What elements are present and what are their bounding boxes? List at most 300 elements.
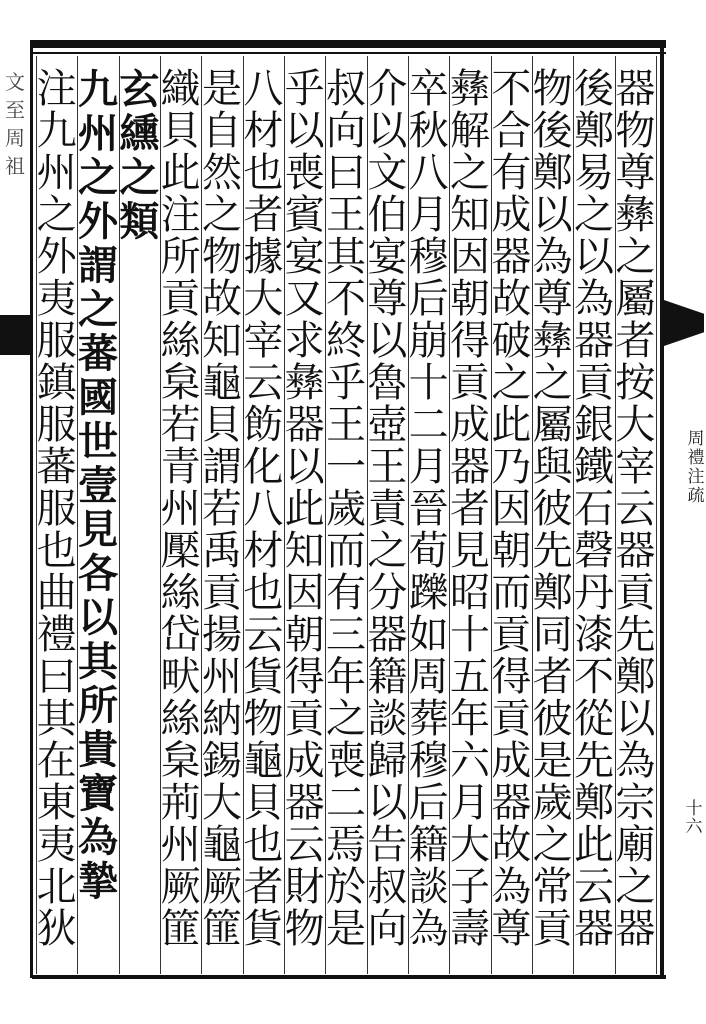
column-char: 畎	[160, 654, 201, 700]
column-char: 以	[367, 318, 408, 364]
column-char: 也	[243, 822, 284, 868]
text-column	[613, 68, 657, 950]
column-char: 告	[367, 822, 408, 868]
column-char: 貢	[160, 276, 201, 322]
column-char: 貝	[202, 402, 242, 448]
column-char: 荊	[160, 780, 201, 826]
bleed-fish-tail-mark	[0, 315, 30, 355]
column-char: 一	[326, 444, 366, 490]
margin-page-char: 六	[685, 817, 703, 837]
column-char: 崩	[408, 318, 449, 364]
column-char: 絲	[160, 696, 201, 742]
fish-tail-mark	[664, 300, 704, 346]
column-char: 絲	[160, 570, 201, 616]
column-char: 年	[326, 654, 366, 700]
column-char: 見	[78, 506, 118, 553]
column-char: 得	[284, 654, 325, 700]
column-char: 后	[408, 780, 449, 826]
column-char: 籍	[408, 822, 449, 868]
column-char: 龜	[243, 738, 284, 784]
column-char: 知	[202, 318, 242, 364]
column-char: 篚	[202, 906, 242, 952]
text-column	[117, 68, 161, 244]
column-char: 宴	[367, 234, 408, 280]
text-column	[365, 68, 409, 950]
column-char: 尊	[367, 276, 408, 322]
column-char: 化	[243, 444, 284, 490]
column-char: 為	[491, 864, 532, 910]
column-char: 謂	[202, 444, 242, 490]
margin-page-char: 十	[685, 799, 703, 819]
column-char: 穆	[408, 234, 449, 280]
column-char: 之	[615, 234, 656, 280]
column-char: 枲	[160, 360, 201, 406]
column-char: 注	[160, 192, 201, 238]
column-char: 云	[243, 360, 284, 406]
column-char: 月	[450, 780, 490, 826]
column-char: 物	[284, 906, 325, 952]
column-char: 大	[202, 780, 242, 826]
column-char: 彼	[532, 486, 573, 532]
column-char: 飭	[243, 402, 284, 448]
column-char: 云	[284, 822, 325, 868]
column-char: 屬	[532, 402, 573, 448]
column-char: 介	[367, 66, 408, 112]
column-char: 歲	[532, 780, 573, 826]
column-char: 廟	[615, 822, 656, 868]
column-char: 器	[284, 780, 325, 826]
column-char: 器	[574, 906, 614, 952]
column-char: 材	[243, 108, 284, 154]
column-char: 叔	[367, 864, 408, 910]
column-char: 器	[574, 318, 614, 364]
column-char: 然	[202, 150, 242, 196]
column-char: 昭	[450, 570, 490, 616]
column-char: 器	[367, 612, 408, 658]
column-char: 朝	[284, 612, 325, 658]
column-char: 年	[450, 696, 490, 742]
column-char: 為	[574, 276, 614, 322]
column-char: 以	[532, 192, 573, 238]
column-char: 若	[160, 402, 201, 448]
column-char: 二	[326, 780, 366, 826]
column-char: 為	[408, 906, 449, 952]
column-char: 為	[78, 814, 118, 861]
column-char: 彝	[615, 192, 656, 238]
column-char: 之	[532, 822, 573, 868]
column-char: 纁	[119, 110, 160, 157]
column-char: 者	[450, 486, 490, 532]
column-char: 文	[367, 150, 408, 196]
column-char: 東	[36, 780, 77, 826]
column-char: 是	[202, 66, 242, 112]
column-char: 納	[202, 696, 242, 742]
column-char: 為	[532, 234, 573, 280]
column-char: 器	[491, 234, 532, 280]
text-column	[35, 68, 79, 950]
column-char: 外	[36, 234, 77, 280]
column-char: 月	[408, 192, 449, 238]
column-char: 厥	[202, 864, 242, 910]
column-char: 貢	[284, 696, 325, 742]
column-char: 大	[243, 276, 284, 322]
column-char: 所	[160, 234, 201, 280]
column-char: 在	[36, 738, 77, 784]
text-column	[407, 68, 451, 950]
column-char: 按	[615, 360, 656, 406]
column-char: 貢	[574, 360, 614, 406]
column-char: 貢	[202, 570, 242, 616]
column-char: 喪	[284, 150, 325, 196]
column-char: 後	[532, 108, 573, 154]
column-char: 以	[615, 696, 656, 742]
column-char: 類	[119, 198, 160, 245]
column-char: 尊	[532, 276, 573, 322]
column-char: 服	[36, 402, 77, 448]
column-char: 三	[326, 612, 366, 658]
column-char: 卒	[408, 66, 449, 112]
column-char: 得	[491, 654, 532, 700]
column-char: 躒	[408, 570, 449, 616]
column-char: 之	[367, 528, 408, 574]
column-char: 王	[326, 192, 366, 238]
column-char: 夷	[36, 276, 77, 322]
column-char: 之	[202, 192, 242, 238]
text-column	[241, 68, 285, 950]
text-column	[489, 68, 533, 950]
column-char: 磬	[574, 528, 614, 574]
column-char: 因	[491, 486, 532, 532]
column-char: 此	[160, 150, 201, 196]
bottom-border	[32, 975, 666, 979]
column-char: 以	[367, 108, 408, 154]
column-char: 器	[284, 402, 325, 448]
column-char: 之	[119, 154, 160, 201]
column-char: 之	[491, 360, 532, 406]
column-char: 故	[202, 276, 242, 322]
column-char: 者	[243, 864, 284, 910]
column-char: 物	[243, 696, 284, 742]
column-char: 荀	[408, 528, 449, 574]
column-char: 伯	[367, 192, 408, 238]
text-column	[159, 68, 203, 950]
column-char: 財	[284, 864, 325, 910]
column-char: 九	[78, 66, 118, 113]
column-char: 其	[326, 234, 366, 280]
column-char: 玄	[119, 66, 160, 113]
bleed-char: 至	[5, 98, 25, 122]
column-char: 曲	[36, 570, 77, 616]
column-char: 外	[78, 198, 118, 245]
column-char: 大	[450, 822, 490, 868]
column-char: 責	[367, 486, 408, 532]
column-char: 乃	[491, 444, 532, 490]
column-char: 禹	[202, 528, 242, 574]
column-char: 此	[574, 822, 614, 868]
column-char: 不	[491, 66, 532, 112]
column-char: 織	[160, 66, 201, 112]
text-column	[531, 68, 575, 950]
column-char: 貢	[491, 612, 532, 658]
column-char: 貢	[450, 360, 490, 406]
column-char: 國	[78, 374, 118, 421]
column-char: 二	[408, 402, 449, 448]
column-char: 十	[408, 360, 449, 406]
column-char: 與	[532, 444, 573, 490]
column-char: 談	[408, 864, 449, 910]
column-char: 州	[160, 822, 201, 868]
column-char: 揚	[202, 612, 242, 658]
column-char: 狄	[36, 906, 77, 952]
column-char: 若	[202, 486, 242, 532]
column-char: 州	[36, 150, 77, 196]
text-column	[448, 68, 492, 950]
text-column	[572, 68, 616, 950]
column-char: 歸	[367, 738, 408, 784]
column-char: 歲	[326, 486, 366, 532]
column-char: 寶	[78, 770, 118, 817]
column-char: 貢	[615, 570, 656, 616]
column-char: 者	[532, 654, 573, 700]
column-char: 之	[574, 192, 614, 238]
column-char: 其	[78, 638, 118, 685]
column-char: 八	[408, 150, 449, 196]
column-char: 成	[491, 738, 532, 784]
left-border	[30, 40, 33, 978]
column-char: 岱	[160, 612, 201, 658]
column-char: 朝	[450, 276, 490, 322]
column-char: 物	[532, 66, 573, 112]
column-char: 云	[243, 612, 284, 658]
margin-title-char: 疏	[687, 486, 705, 506]
column-char: 彝	[284, 360, 325, 406]
column-char: 物	[202, 234, 242, 280]
column-char: 先	[532, 528, 573, 574]
column-char: 易	[574, 150, 614, 196]
column-char: 不	[574, 654, 614, 700]
column-char: 魯	[367, 360, 408, 406]
column-char: 貨	[243, 906, 284, 952]
column-char: 王	[326, 402, 366, 448]
margin-book-title	[674, 430, 706, 506]
column-char: 八	[243, 66, 284, 112]
column-char: 知	[284, 528, 325, 574]
column-char: 求	[284, 318, 325, 364]
column-char: 九	[36, 108, 77, 154]
column-char: 籍	[367, 654, 408, 700]
column-char: 後	[574, 66, 614, 112]
column-char: 以	[574, 234, 614, 280]
column-char: 宗	[615, 780, 656, 826]
column-char: 尊	[491, 906, 532, 952]
column-char: 篚	[160, 906, 201, 952]
column-char: 枲	[160, 738, 201, 784]
column-char: 鄭	[532, 150, 573, 196]
column-char: 晉	[408, 486, 449, 532]
column-char: 龜	[202, 360, 242, 406]
column-char: 宰	[243, 318, 284, 364]
column-char: 所	[78, 682, 118, 729]
column-char: 器	[615, 906, 656, 952]
column-char: 故	[491, 822, 532, 868]
bleed-char: 周	[5, 126, 25, 150]
margin-title-char: 禮	[687, 448, 705, 468]
column-char: 也	[243, 150, 284, 196]
column-char: 談	[367, 696, 408, 742]
column-char: 鎮	[36, 360, 77, 406]
column-char: 見	[450, 528, 490, 574]
text-column	[76, 68, 120, 904]
column-char: 曰	[36, 654, 77, 700]
column-char: 以	[367, 780, 408, 826]
column-char: 以	[284, 108, 325, 154]
column-char: 錫	[202, 738, 242, 784]
text-column	[283, 68, 327, 950]
column-char: 大	[615, 402, 656, 448]
column-char: 青	[160, 444, 201, 490]
column-char: 后	[408, 276, 449, 322]
column-char: 銀	[574, 402, 614, 448]
column-char: 此	[491, 402, 532, 448]
column-char: 以	[284, 444, 325, 490]
column-char: 壺	[367, 402, 408, 448]
column-char: 據	[243, 234, 284, 280]
column-char: 是	[532, 738, 573, 784]
column-char: 子	[450, 864, 490, 910]
column-char: 州	[78, 110, 118, 157]
column-char: 者	[243, 192, 284, 238]
top-border	[32, 40, 666, 48]
column-char: 禮	[36, 612, 77, 658]
column-char: 彝	[532, 318, 573, 364]
column-char: 蕃	[78, 330, 118, 377]
column-char: 云	[574, 864, 614, 910]
bleed-char: 祖	[5, 154, 25, 178]
column-char: 州	[202, 654, 242, 700]
column-char: 也	[243, 570, 284, 616]
column-char: 故	[491, 276, 532, 322]
column-char: 貴	[78, 726, 118, 773]
column-char: 服	[36, 486, 77, 532]
column-char: 丹	[574, 570, 614, 616]
column-char: 有	[491, 150, 532, 196]
top-border-inner	[32, 52, 666, 54]
column-char: 絲	[160, 318, 201, 364]
margin-title-char: 注	[687, 467, 705, 487]
column-char: 叔	[326, 66, 366, 112]
column-char: 賓	[284, 192, 325, 238]
column-char: 壽	[450, 906, 490, 952]
column-char: 蕃	[36, 444, 77, 490]
column-char: 謂	[78, 242, 118, 289]
column-char: 云	[615, 486, 656, 532]
column-char: 器	[615, 66, 656, 112]
column-char: 先	[615, 612, 656, 658]
column-char: 又	[284, 276, 325, 322]
column-char: 鄭	[574, 780, 614, 826]
column-char: 六	[450, 738, 490, 784]
column-char: 屬	[615, 276, 656, 322]
column-char: 貨	[243, 654, 284, 700]
column-char: 之	[532, 360, 573, 406]
column-char: 漆	[574, 612, 614, 658]
column-char: 終	[326, 318, 366, 364]
column-char: 石	[574, 486, 614, 532]
column-char: 八	[243, 486, 284, 532]
bleed-text	[0, 68, 30, 328]
column-char: 州	[160, 486, 201, 532]
column-char: 有	[326, 570, 366, 616]
column-char: 器	[450, 444, 490, 490]
column-char: 是	[326, 906, 366, 952]
column-char: 彝	[450, 66, 490, 112]
column-char: 乎	[326, 360, 366, 406]
column-char: 物	[615, 108, 656, 154]
right-border	[660, 40, 664, 978]
column-char: 鐵	[574, 444, 614, 490]
column-char: 自	[202, 108, 242, 154]
column-char: 成	[491, 192, 532, 238]
column-char: 王	[367, 444, 408, 490]
column-char: 檿	[160, 528, 201, 574]
column-char: 之	[615, 864, 656, 910]
column-char: 秋	[408, 108, 449, 154]
column-char: 其	[36, 696, 77, 742]
column-char: 貝	[243, 780, 284, 826]
column-char: 解	[450, 108, 490, 154]
column-char: 向	[326, 108, 366, 154]
column-char: 之	[326, 696, 366, 742]
column-char: 者	[615, 318, 656, 364]
column-char: 注	[36, 66, 77, 112]
column-char: 而	[326, 528, 366, 574]
column-char: 於	[326, 864, 366, 910]
column-char: 北	[36, 864, 77, 910]
column-char: 夷	[36, 822, 77, 868]
column-char: 乎	[284, 66, 325, 112]
column-char: 不	[326, 276, 366, 322]
margin-title-char: 周	[687, 429, 705, 449]
column-char: 之	[36, 192, 77, 238]
column-char: 器	[491, 780, 532, 826]
column-char: 成	[284, 738, 325, 784]
column-char: 尊	[615, 150, 656, 196]
column-char: 貢	[491, 696, 532, 742]
column-char: 先	[574, 738, 614, 784]
column-char: 宰	[615, 444, 656, 490]
column-char: 龜	[202, 822, 242, 868]
column-char: 厥	[160, 864, 201, 910]
column-char: 之	[78, 154, 118, 201]
column-char: 為	[615, 738, 656, 784]
column-char: 之	[78, 286, 118, 333]
column-char: 鄭	[532, 570, 573, 616]
column-char: 宴	[284, 234, 325, 280]
column-char: 成	[450, 402, 490, 448]
column-char: 各	[78, 550, 118, 597]
column-char: 朝	[491, 528, 532, 574]
column-char: 周	[408, 654, 449, 700]
column-char: 焉	[326, 822, 366, 868]
column-char: 合	[491, 108, 532, 154]
column-char: 材	[243, 528, 284, 574]
column-char: 之	[450, 150, 490, 196]
text-column	[324, 68, 368, 950]
column-char: 因	[284, 570, 325, 616]
column-char: 貢	[532, 906, 573, 952]
text-column	[200, 68, 244, 950]
column-char: 也	[36, 528, 77, 574]
